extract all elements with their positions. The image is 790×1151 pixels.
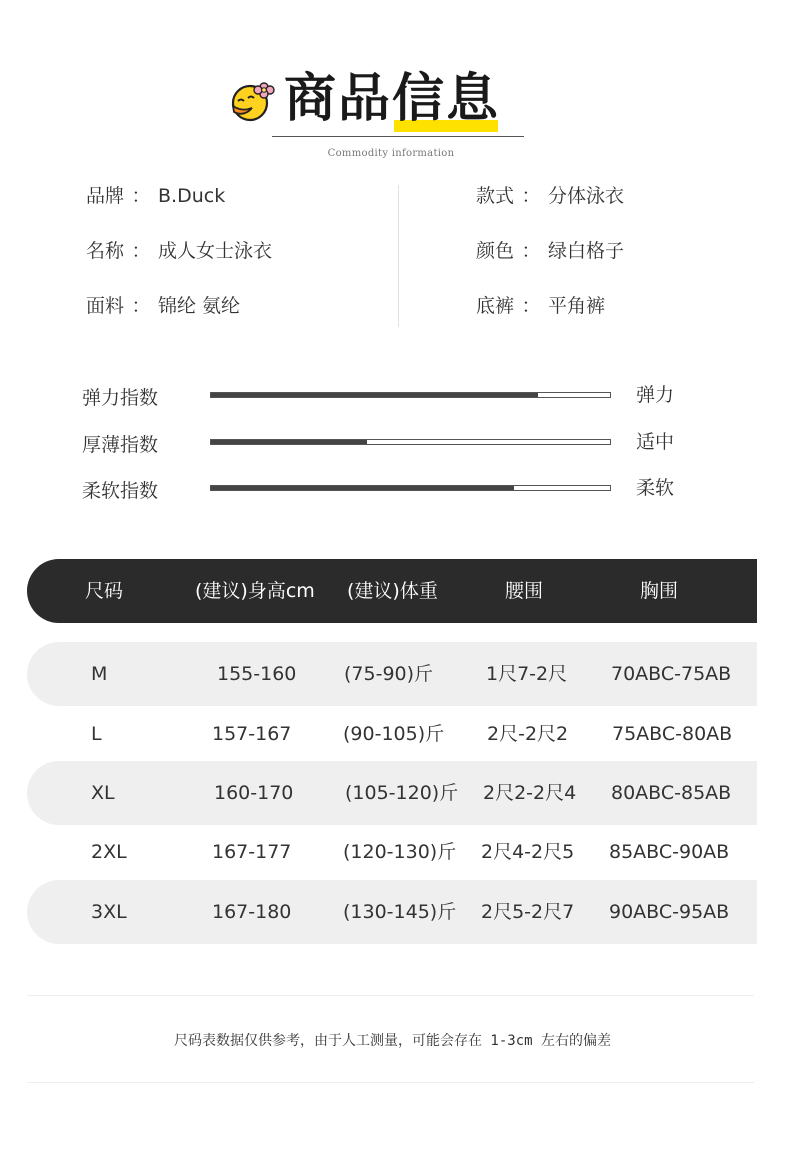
info-key: 品牌 [86,185,125,207]
info-sep: ： [521,240,541,262]
cell-size: M [91,663,108,685]
info-value: 分体泳衣 [548,185,625,207]
cell-waist: 2尺2-2尺4 [483,782,577,804]
page-title: 商品信息 [284,69,501,129]
header-waist: 腰围 [505,580,544,602]
info-key: 名称 [86,240,125,262]
index-bar-fill [211,440,367,444]
index-softness [0,473,790,503]
cell-waist: 1尺7-2尺 [486,663,568,685]
cell-waist: 2尺4-2尺5 [481,841,575,863]
cell-bust: 85ABC-90AB [609,841,730,863]
header-size: 尺码 [85,580,124,602]
cell-weight: (120-130)斤 [343,841,457,863]
header-height: (建议)身高cm [195,580,315,602]
info-brand [86,184,225,208]
index-label: 弹力指数 [82,387,159,409]
index-thickness [0,427,790,457]
table-row [27,880,757,944]
info-key: 底裤 [476,295,515,317]
info-value: B.Duck [158,185,226,207]
cell-bust: 80ABC-85AB [611,782,732,804]
cell-size: 2XL [91,841,127,863]
info-value: 绿白格子 [548,240,625,262]
header-bust: 胸围 [640,580,679,602]
cell-size: XL [91,782,115,804]
info-sep: ： [521,185,541,207]
table-row [27,820,757,884]
cell-height: 160-170 [214,782,294,804]
info-sep: ： [521,295,541,317]
index-bar-fill [211,393,538,397]
info-sep: ： [131,295,151,317]
info-key: 面料 [86,295,125,317]
info-fabric [86,294,240,318]
cell-bust: 70ABC-75AB [611,663,732,685]
index-value: 柔软 [636,477,675,499]
cell-height: 157-167 [212,723,292,745]
info-key: 款式 [476,185,515,207]
info-style [476,184,624,208]
cell-waist: 2尺-2尺2 [487,723,569,745]
header-weight: (建议)体重 [347,580,438,602]
info-sep: ： [131,240,151,262]
page-header [0,60,790,170]
size-table-header [27,559,757,623]
note-divider-top [27,995,754,996]
title-wrap [284,68,500,134]
info-value: 锦纶 氨纶 [158,295,241,317]
cell-waist: 2尺5-2尺7 [481,901,575,923]
info-bottoms [476,294,605,318]
index-label: 柔软指数 [82,480,159,502]
cell-weight: (75-90)斤 [344,663,434,685]
cell-size: 3XL [91,901,127,923]
cell-bust: 90ABC-95AB [609,901,730,923]
info-color [476,239,624,263]
table-row [27,702,757,766]
info-divider [398,185,399,327]
page-subtitle: Commodity information [327,148,455,159]
index-bar [210,392,611,398]
note-divider-bottom [27,1082,754,1083]
index-elasticity [0,380,790,410]
measurement-note: 尺码表数据仅供参考，由于人工测量，可能会存在 1-3cm 左右的偏差 [174,1033,611,1049]
table-row [27,761,757,825]
cell-weight: (105-120)斤 [345,782,459,804]
title-underline [272,136,524,137]
index-bar [210,439,611,445]
info-name [86,239,272,263]
product-info [0,180,790,330]
duck-icon [230,79,276,125]
info-key: 颜色 [476,240,515,262]
info-value: 平角裤 [548,295,606,317]
index-label: 厚薄指数 [82,434,159,456]
index-value: 弹力 [636,384,675,406]
index-bar-fill [211,486,514,490]
index-value: 适中 [636,431,675,453]
cell-weight: (130-145)斤 [343,901,457,923]
cell-height: 167-177 [212,841,292,863]
cell-weight: (90-105)斤 [343,723,445,745]
cell-bust: 75ABC-80AB [612,723,733,745]
cell-height: 167-180 [212,901,292,923]
cell-size: L [91,723,102,745]
index-bar [210,485,611,491]
table-row [27,642,757,706]
cell-height: 155-160 [217,663,297,685]
info-value: 成人女士泳衣 [158,240,273,262]
info-sep: ： [131,185,151,207]
